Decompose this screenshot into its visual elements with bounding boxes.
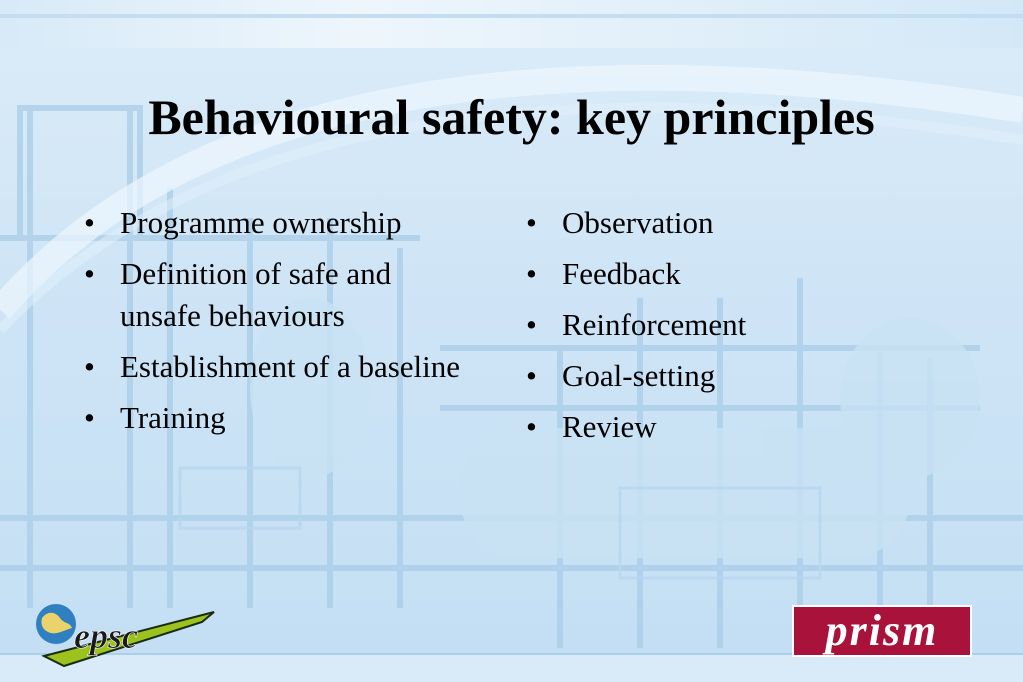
bullet-text: Review [562,409,657,444]
epsc-logo-text: epsc [74,616,138,656]
bullet-text: Observation [562,205,714,240]
bullet-item [526,406,826,448]
bullet-text: Establishment of a baseline [120,349,461,384]
bullet-text: Goal-setting [562,358,716,393]
bullet-item [526,304,826,346]
bullet-text: Programme ownership [120,205,402,240]
bullet-icon: • [84,205,95,240]
bullet-text: Reinforcement [562,307,747,342]
bullet-item [84,397,464,439]
bullet-icon: • [84,349,95,384]
bullet-text: Training [120,400,226,435]
bullet-text: Feedback [562,256,681,291]
bullet-text: Definition of safe and unsafe behaviours [120,256,392,333]
bullet-item [84,346,464,388]
top-band-stripe [0,14,1023,18]
prism-logo [792,605,972,657]
bullet-item [84,253,464,337]
bullet-icon: • [526,358,537,393]
bullet-icon: • [526,409,537,444]
bullet-item [526,253,826,295]
bullet-icon: • [526,307,537,342]
bullet-item [526,355,826,397]
bullet-icon: • [526,205,537,240]
epsc-logo [34,600,220,680]
bullet-list-left [84,202,464,448]
bullet-item [526,202,826,244]
bullet-list-right [526,202,826,457]
bullet-icon: • [84,256,95,291]
bullet-icon: • [84,400,95,435]
prism-logo-text: prism [825,606,939,655]
slide-title: Behavioural safety: key principles [148,89,875,145]
bullet-icon: • [526,256,537,291]
bullet-item [84,202,464,244]
